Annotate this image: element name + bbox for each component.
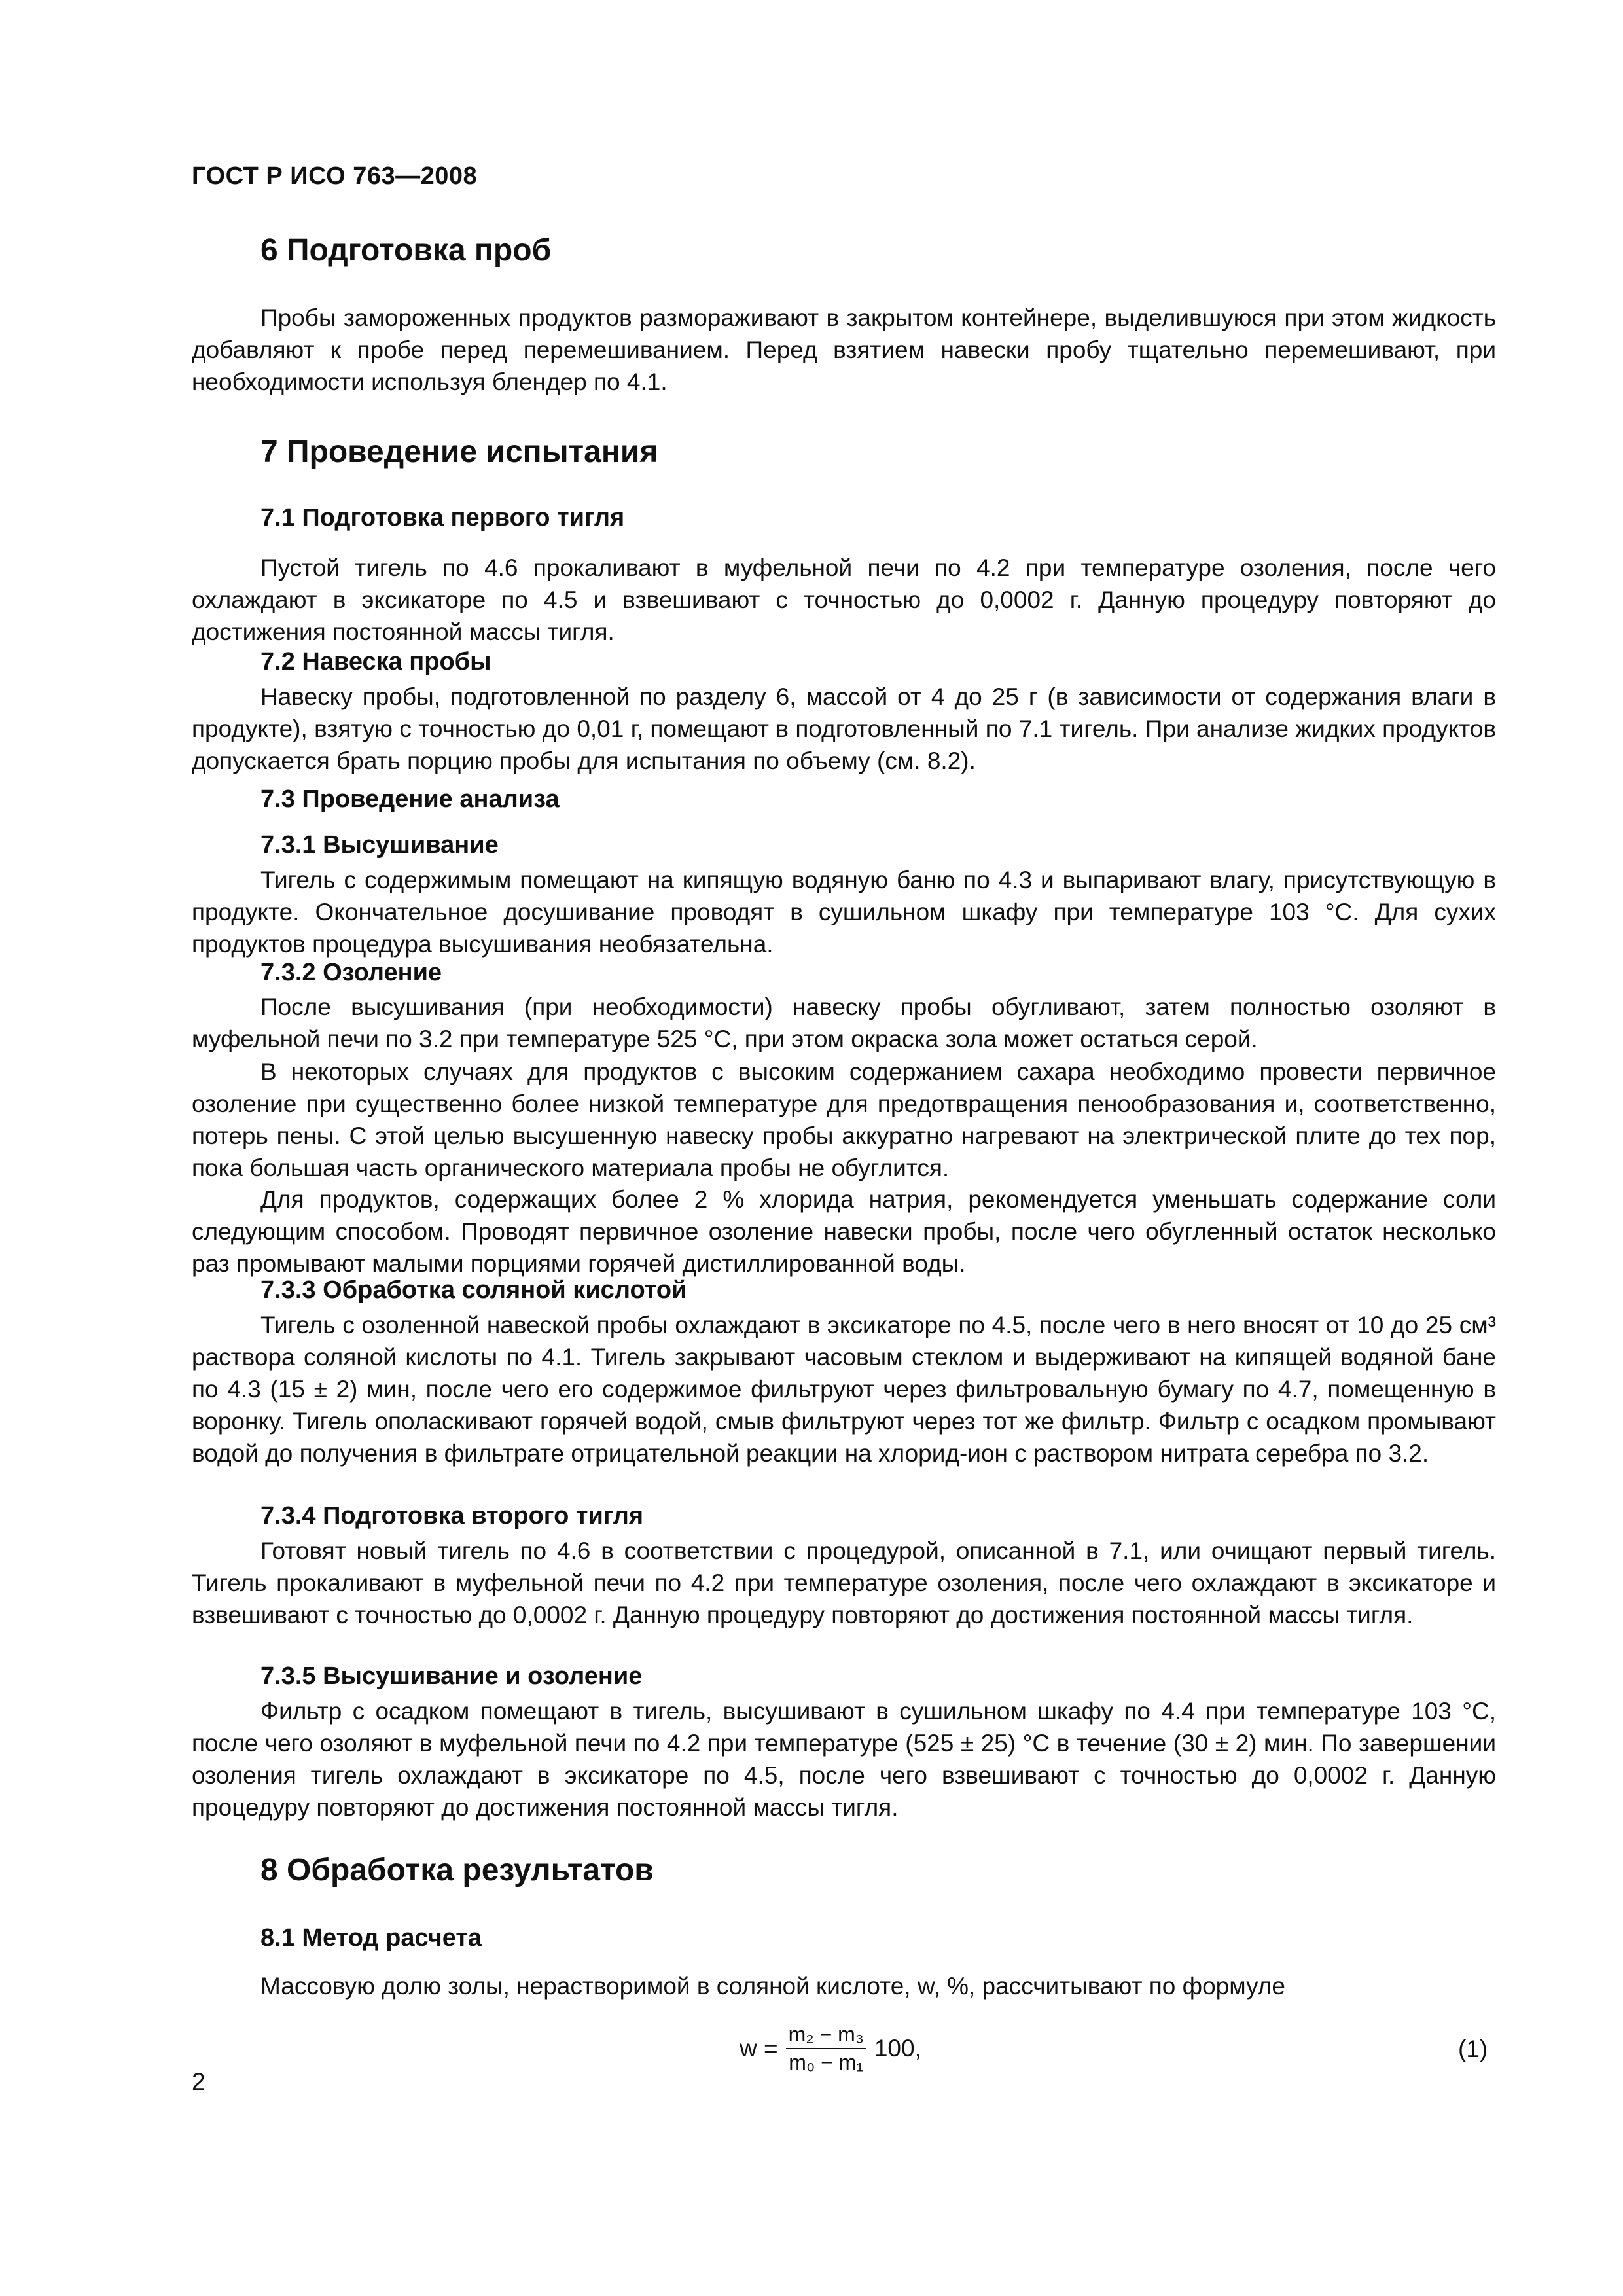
subsection-7-3-2-paragraph-1: После высушивания (при необходимости) навеску пробы обугливают, затем полностью озоляют в муфельной печи по 3.2 при температуре 525 °С, при этом окраска зола может остаться серой. <box>192 994 1496 1052</box>
subsection-7-3-2-heading: 7.3.2 Озоление <box>260 959 442 986</box>
subsection-7-3-heading: 7.3 Проведение анализа <box>260 785 560 813</box>
formula-lhs: w = <box>740 2035 778 2062</box>
subsection-7-3-3-heading: 7.3.3 Обработка соляной кислотой <box>260 1276 687 1304</box>
subsection-7-3-1-heading: 7.3.1 Высушивание <box>260 831 499 859</box>
formula-denominator: m₀ − m₁ <box>789 2051 864 2074</box>
subsection-7-2-heading: 7.2 Навеска пробы <box>260 648 491 675</box>
subsection-7-1-paragraph: Пустой тигель по 4.6 прокаливают в муфельной печи по 4.2 при температуре озоления, после чего охлаждают в эксикаторе по 4.5 и взвешивают с точностью до 0,0002 г. Данную процедуру повторяют до достижения постоянной массы тигля. <box>192 554 1496 645</box>
subsection-7-3-1-paragraph: Тигель с содержимым помещают на кипящую водяную баню по 4.3 и выпаривают влагу, присутствующую в продукте. Окончательное досушивание проводят в сушильном шкафу при температуре 103 °С. Для сухих продуктов процедура высушивания необязательна. <box>192 867 1496 958</box>
subsection-7-3-4-paragraph: Готовят новый тигель по 4.6 в соответствии с процедурой, описанной в 7.1, или очищают первый тигель. Тигель прокаливают в муфельной печи по 4.2 при температуре озоления, после чего охлаждают в эксикаторе и взвешивают с точностью до 0,0002 г. Данную процедуру повторяют до достижения постоянной массы тигля. <box>192 1537 1496 1628</box>
subsection-7-3-5-paragraph: Фильтр с осадком помещают в тигель, высушивают в сушильном шкафу по 4.4 при температуре 103 °С, после чего озоляют в муфельной печи по 4.2 при температуре (525 ± 25) °С в течение (30 ± 2) мин. По завершении озоления тигель охлаждают в эксикаторе по 4.5, после чего взвешивают с точностью до 0,0002 г. Данную процедуру повторяют до достижения постоянной массы тигля. <box>192 1698 1496 1821</box>
subsection-7-3-3-paragraph: Тигель с озоленной навеской пробы охлаждают в эксикаторе по 4.5, после чего в него вносят от 10 до 25 см³ раствора соляной кислоты по 4.1. Тигель закрывают часовым стеклом и выдерживают на кипящей водяной бане по 4.3 (15 ± 2) мин, после чего его содержимое фильтруют через фильтровальную бумагу по 4.7, помещенную в воронку. Тигель ополаскивают горячей водой, смыв фильтруют через тот же фильтр. Фильтр с осадком промывают водой до получения в фильтрате отрицательной реакции на хлорид-ион с раствором нитрата серебра по 3.2. <box>192 1312 1496 1467</box>
formula-tail: 100, <box>874 2035 921 2062</box>
subsection-7-3-2-paragraph-3: Для продуктов, содержащих более 2 % хлорида натрия, рекомендуется уменьшать содержание соли следующим способом. Проводят первичное озоление навески пробы, после чего обугленный остаток несколько раз промывают малыми порциями горячей дистиллированной воды. <box>192 1186 1496 1277</box>
formula-1 <box>740 2022 921 2075</box>
subsection-7-3-2-paragraph-2: В некоторых случаях для продуктов с высоким содержанием сахара необходимо провести первичное озоление при существенно более низкой температуре для предотвращения пенообразования и, соответственно, потерь пены. С этой целью высушенную навеску пробы аккуратно нагревают на электрической плите до тех пор, пока большая часть органического материала пробы не обуглится. <box>192 1058 1496 1181</box>
section-8-heading: 8 Обработка результатов <box>260 1853 654 1888</box>
formula-fraction <box>786 2022 866 2075</box>
subsection-7-3-4-heading: 7.3.4 Подготовка второго тигля <box>260 1502 644 1530</box>
page-number: 2 <box>192 2068 205 2095</box>
formula-numerator: m₂ − m₃ <box>786 2022 866 2049</box>
subsection-7-3-5-heading: 7.3.5 Высушивание и озоление <box>260 1662 643 1690</box>
document-header: ГОСТ Р ИСО 763—2008 <box>192 162 478 190</box>
subsection-7-1-heading: 7.1 Подготовка первого тигля <box>260 504 625 531</box>
subsection-8-1-heading: 8.1 Метод расчета <box>260 1924 482 1952</box>
section-6-paragraph: Пробы замороженных продуктов размораживают в закрытом контейнере, выделившуюся при этом жидкость добавляют к пробе перед перемешиванием. Перед взятием навески пробу тщательно перемешивают, при необходимости используя блендер по 4.1. <box>192 304 1496 395</box>
subsection-7-2-paragraph: Навеску пробы, подготовленной по разделу 6, массой от 4 до 25 г (в зависимости от содержания влаги в продукте), взятую с точностью до 0,01 г, помещают в подготовленный по 7.1 тигель. При анализе жидких продуктов допускается брать порцию пробы для испытания по объему (см. 8.2). <box>192 683 1496 774</box>
subsection-8-1-paragraph: Массовую долю золы, нерастворимой в соляной кислоте, w, %, рассчитывают по формуле <box>260 1973 1285 2000</box>
formula-number: (1) <box>1458 2036 1488 2062</box>
section-7-heading: 7 Проведение испытания <box>260 435 658 469</box>
section-6-heading: 6 Подготовка проб <box>260 233 552 268</box>
